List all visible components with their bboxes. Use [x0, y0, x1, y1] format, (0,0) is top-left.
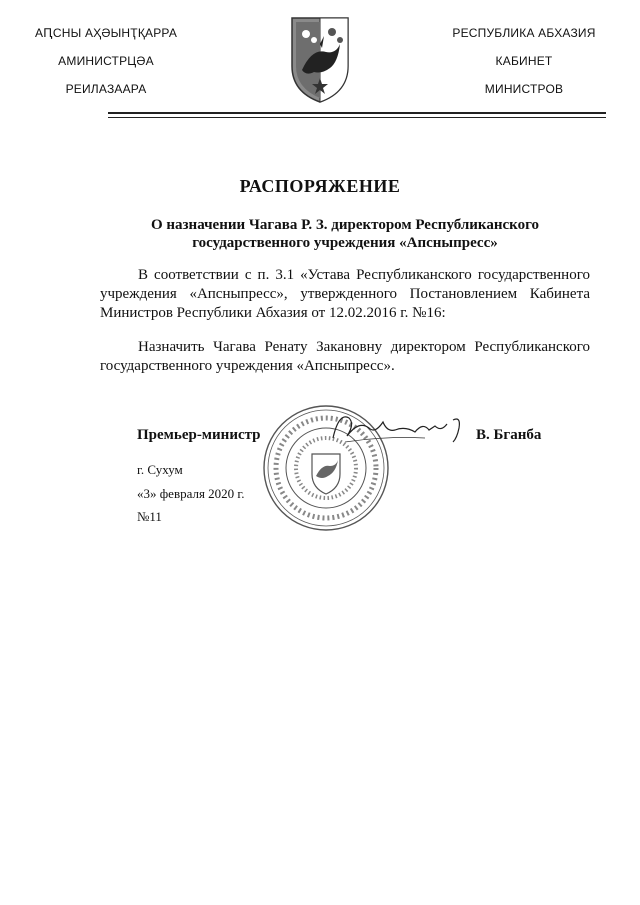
- letterhead-right-line-3: МИНИСТРОВ: [484, 82, 564, 96]
- letterhead-abkhaz: [6, 24, 206, 108]
- letterhead-left-line-2: АМИНИСТРЦӘА: [58, 54, 154, 68]
- subject-line-1: О назначении Чагава Р. З. директором Республиканского: [150, 217, 540, 233]
- subject-line-2: государственного учреждения «Апсныпресс»: [192, 235, 498, 251]
- letterhead: [0, 0, 640, 125]
- letterhead-right-line-1: РЕСПУБЛИКА АБХАЗИЯ: [452, 26, 596, 40]
- issue-date: «3» февраля 2020 г.: [137, 486, 245, 501]
- handwritten-signature-icon: [325, 408, 470, 448]
- body-paragraph-1: В соответствии с п. 3.1 «Устава Республиканского государственного учреждения «Апсныпресс», утвержденного Постановлением Кабинета Министров Республики Абхазия от 12.02.2016 г. №16:: [100, 267, 590, 321]
- letterhead-left-line-1: АԤСНЫ АҲӘЫНҬҚАРРА: [34, 26, 178, 40]
- body-paragraph-2: Назначить Чагава Ренату Закановну директором Республиканского государственного учреждения «Апсныпресс».: [100, 339, 590, 374]
- document-subject: [100, 216, 590, 252]
- coat-of-arms-icon: [286, 14, 354, 104]
- header-divider-thick: [108, 112, 606, 114]
- letterhead-left-line-3: РЕИЛАЗААРА: [65, 82, 147, 96]
- document-title: РАСПОРЯЖЕНИЕ: [239, 176, 401, 196]
- issue-city: г. Сухум: [137, 462, 183, 477]
- document-number: №11: [137, 509, 162, 524]
- letterhead-russian: [424, 24, 624, 108]
- letterhead-right-line-2: КАБИНЕТ: [495, 54, 553, 68]
- signatory-position: Премьер-министр: [137, 427, 261, 443]
- signatory-name: В. Бганба: [476, 427, 542, 443]
- header-divider-thin: [108, 117, 606, 118]
